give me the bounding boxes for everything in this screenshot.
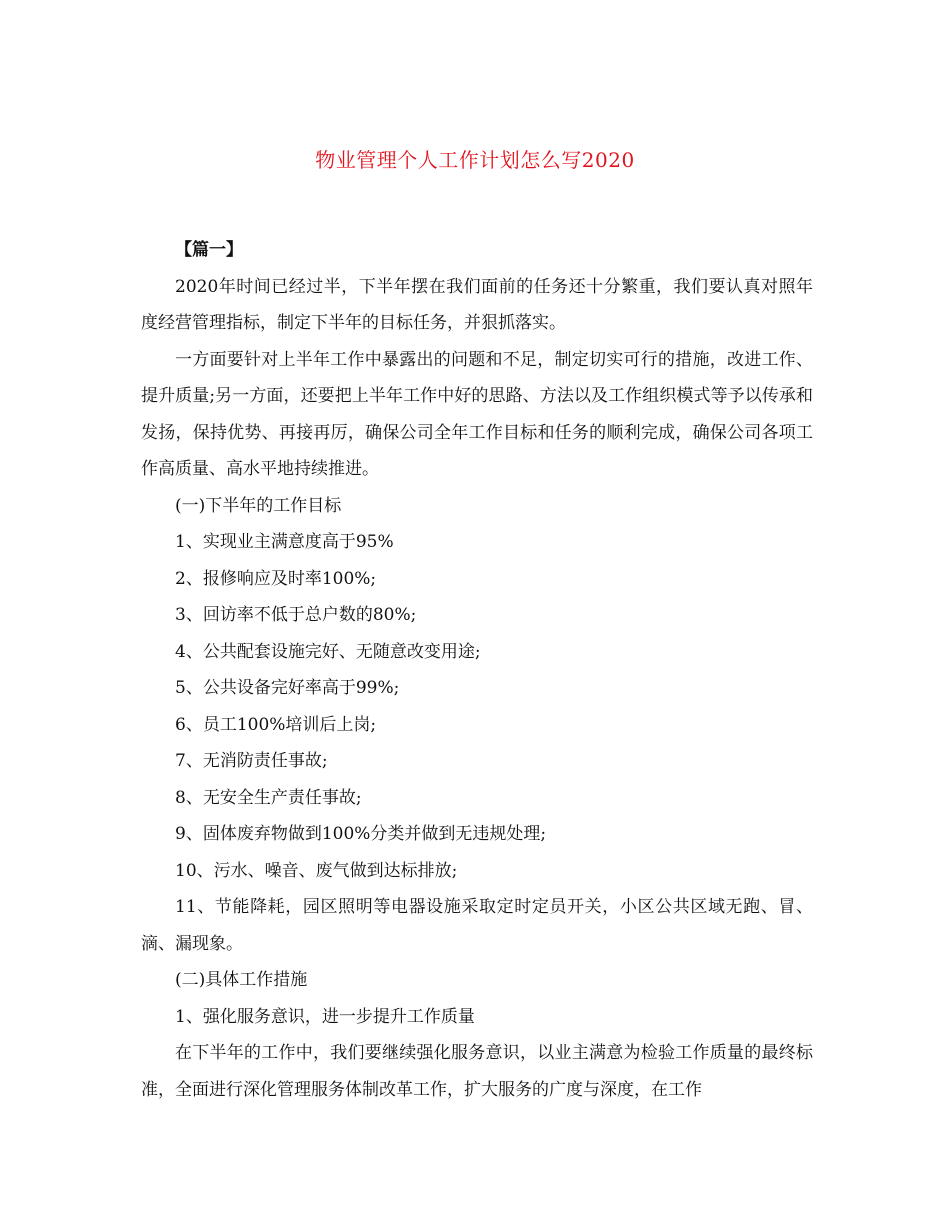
paragraph: 一方面要针对上半年工作中暴露出的问题和不足，制定切实可行的措施，改进工作、提升质量;另一方面，还要把上半年工作中好的思路、方法以及工作组织模式等予以传承和发扬，保持优势、再接再厉，确保公司全年工作目标和任务的顺利完成，确保公司各项工作高质量、高水平地持续推进。 — [141, 349, 813, 479]
list-item: 1、强化服务意识，进一步提升工作质量 — [175, 1006, 475, 1027]
list-item: 9、固体废弃物做到100%分类并做到无违规处理; — [175, 824, 547, 844]
list-item: 6、员工100%培训后上岗; — [175, 714, 377, 735]
document-title: 物业管理个人工作计划怎么写2020 — [315, 148, 635, 172]
list-item: 10、污水、噪音、废气做到达标排放; — [175, 860, 458, 881]
subsection-heading: (二)具体工作措施 — [175, 970, 308, 990]
list-item: 2、报修响应及时率100%; — [175, 568, 377, 589]
paragraph: 在下半年的工作中，我们要继续强化服务意识，以业主满意为检验工作质量的最终标准，全面进行深化管理服务体制改革工作，扩大服务的广度与深度，在工作 — [141, 1043, 813, 1100]
list-item: 11、节能降耗，园区照明等电器设施采取定时定员开关，小区公共区域无跑、冒、滴、漏现象。 — [141, 897, 813, 954]
list-item: 8、无安全生产责任事故; — [175, 787, 362, 808]
subsection-heading: (一)下半年的工作目标 — [175, 495, 342, 516]
list-item: 5、公共设备完好率高于99%; — [175, 678, 400, 698]
list-item: 7、无消防责任事故; — [175, 751, 328, 771]
section-heading: 【篇一】 — [175, 240, 243, 260]
list-item: 4、公共配套设施完好、无随意改变用途; — [175, 641, 481, 662]
list-item: 1、实现业主满意度高于95% — [175, 532, 394, 552]
paragraph: 2020年时间已经过半，下半年摆在我们面前的任务还十分繁重，我们要认真对照年度经营管理指标，制定下半年的目标任务，并狠抓落实。 — [141, 276, 813, 333]
list-item: 3、回访率不低于总户数的80%; — [175, 605, 417, 625]
document-body — [141, 232, 813, 1108]
